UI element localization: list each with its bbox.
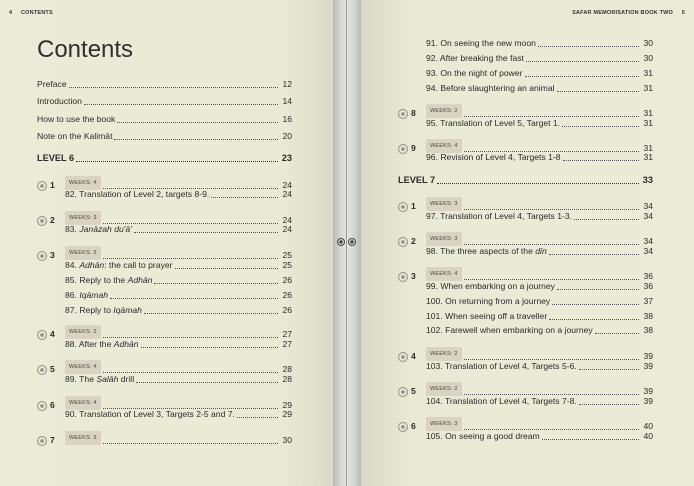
toc-entry-row[interactable] — [37, 114, 292, 125]
entry-title — [426, 431, 540, 442]
target-number-label: 6 — [411, 421, 416, 431]
right-page-number: 5 — [681, 10, 685, 16]
target-number — [398, 201, 426, 212]
toc-entry-row[interactable] — [426, 311, 653, 322]
toc-entry-row[interactable] — [426, 396, 653, 407]
entry-title-part: 88. After the — [65, 339, 114, 349]
dot-leader — [103, 337, 278, 338]
entry-title-part: How to use the book — [37, 114, 116, 124]
left-page-number: 4 — [9, 10, 13, 16]
entry-title — [426, 246, 547, 257]
entry-page-number: 31 — [643, 83, 653, 93]
entry-title — [426, 118, 560, 129]
entry-title-part: 91. On seeing the new moon — [426, 38, 536, 48]
weeks-badge: WEEKS: 3 — [426, 232, 462, 246]
entry-title-part: LEVEL 7 — [398, 175, 436, 185]
weeks-badge: WEEKS: 4 — [65, 360, 101, 374]
entry-title-part: 86. — [65, 290, 80, 300]
entry-page-number: 23 — [281, 153, 292, 163]
toc-entry-row[interactable] — [426, 53, 653, 64]
toc-entry-row[interactable] — [426, 246, 653, 257]
dot-leader — [563, 160, 639, 161]
entry-title — [65, 339, 139, 350]
entry-page-number: 28 — [282, 364, 292, 374]
toc-target-row[interactable] — [398, 417, 653, 432]
entry-title-part: 99. When embarking on a journey — [426, 281, 555, 291]
entry-title-part: 102. Farewell when embarking on a journey — [426, 325, 593, 335]
entry-page-number: 27 — [282, 339, 292, 349]
right-running-header — [572, 10, 685, 16]
toc-entry-row[interactable] — [426, 68, 653, 79]
entry-page-number: 31 — [643, 143, 653, 153]
entry-page-number: 28 — [282, 374, 292, 384]
toc-target-row[interactable] — [398, 104, 653, 119]
target-ring-icon — [398, 202, 408, 212]
entry-title — [65, 189, 209, 200]
target-number — [37, 364, 65, 375]
entry-page-number: 38 — [643, 311, 653, 321]
dot-leader — [154, 283, 278, 284]
target-number — [37, 435, 65, 446]
entry-title — [65, 224, 132, 235]
toc-entry-row[interactable] — [65, 409, 292, 420]
toc-entry-row[interactable] — [426, 281, 653, 292]
target-number-label: 2 — [50, 215, 55, 225]
weeks-badge: WEEKS: 3 — [426, 417, 462, 431]
dot-leader — [144, 313, 278, 314]
entry-title — [37, 79, 67, 90]
dot-leader — [175, 268, 278, 269]
entry-page-number: 36 — [643, 271, 653, 281]
target-number — [37, 250, 65, 261]
entry-title-part: Janāzah du'ā' — [79, 224, 132, 234]
entry-title-part: Adhān — [127, 275, 153, 285]
entry-title — [426, 325, 593, 336]
target-number — [37, 180, 65, 191]
entry-title — [398, 175, 435, 186]
entry-page-number: 24 — [282, 180, 292, 190]
weeks-badge: WEEKS: 3 — [65, 431, 101, 445]
right-running-title: SAFAR MEMORISATION BOOK TWO — [572, 10, 673, 16]
entry-title-part: 96. Revision of Level 4, Targets 1-8 — [426, 152, 561, 162]
dot-leader — [464, 429, 639, 430]
target-number-label: 3 — [411, 271, 416, 281]
entry-title — [426, 38, 536, 49]
target-ring-icon — [398, 422, 408, 432]
entry-title-part: 100. On returning from a journey — [426, 296, 551, 306]
target-number-label: 5 — [50, 364, 55, 374]
weeks-badge: WEEKS: 4 — [65, 176, 101, 190]
toc-entry-row[interactable] — [65, 260, 292, 271]
entry-title-part: Adhān — [113, 339, 139, 349]
target-ring-icon — [37, 330, 47, 340]
toc-entry-row[interactable] — [37, 96, 292, 107]
entry-title-part: drill — [118, 374, 135, 384]
target-ring-icon — [37, 401, 47, 411]
entry-page-number: 37 — [643, 296, 653, 306]
target-number-label: 1 — [50, 180, 55, 190]
dot-leader — [542, 439, 639, 440]
target-number — [398, 351, 426, 362]
toc-entry-row[interactable] — [426, 296, 653, 307]
entry-title-part: Note on the Kalimāt — [37, 131, 113, 141]
entry-title-part: Iqāmah — [113, 305, 142, 315]
dot-leader — [464, 209, 639, 210]
toc-entry-row[interactable] — [65, 339, 292, 350]
weeks-badge: WEEKS: 3 — [426, 197, 462, 211]
entry-page-number: 36 — [643, 281, 653, 291]
weeks-badge: WEEKS: 3 — [65, 246, 101, 260]
entry-title-part: 83. — [65, 224, 80, 234]
target-ring-icon — [398, 387, 408, 397]
dot-leader — [538, 46, 639, 47]
dot-leader — [211, 197, 278, 198]
dot-leader — [579, 404, 639, 405]
weeks-badge: WEEKS: 3 — [65, 211, 101, 225]
entry-page-number: 29 — [282, 400, 292, 410]
entry-page-number: 40 — [643, 431, 653, 441]
target-number — [398, 108, 426, 119]
target-ring-icon — [398, 352, 408, 362]
entry-title-part: 84. — [65, 260, 80, 270]
target-number-label: 4 — [50, 329, 55, 339]
registration-mark-icon — [348, 238, 356, 246]
entry-page-number: 31 — [643, 118, 653, 128]
entry-title-part: 93. On the night of power — [426, 68, 523, 78]
entry-page-number: 31 — [643, 108, 653, 118]
dot-leader — [525, 76, 639, 77]
entry-page-number: 34 — [643, 201, 653, 211]
target-ring-icon — [398, 109, 408, 119]
entry-title-part: 90. Translation of Level 3, Targets 2-5 and 7. — [65, 409, 235, 419]
dot-leader — [134, 232, 278, 233]
dot-leader — [595, 333, 639, 334]
entry-page-number: 30 — [282, 435, 292, 445]
right-page — [361, 0, 694, 486]
dot-leader — [117, 122, 278, 123]
entry-title — [65, 305, 142, 316]
toc-target-row[interactable] — [398, 267, 653, 282]
toc-entry-row[interactable] — [426, 361, 653, 372]
dot-leader — [464, 279, 639, 280]
gutter-line — [346, 0, 347, 486]
entry-page-number: 25 — [282, 260, 292, 270]
entry-title-part: 85. Reply to the — [65, 275, 128, 285]
toc-entry-row[interactable] — [426, 38, 653, 49]
entry-page-number: 39 — [643, 351, 653, 361]
dot-leader — [526, 61, 639, 62]
dot-leader — [557, 289, 639, 290]
weeks-badge: WEEKS: 4 — [426, 139, 462, 153]
target-number — [398, 236, 426, 247]
entry-page-number: 34 — [643, 246, 653, 256]
toc-target-row[interactable] — [398, 232, 653, 247]
toc-entry-row[interactable] — [426, 83, 653, 94]
dot-leader — [574, 219, 639, 220]
target-number-label: 1 — [411, 201, 416, 211]
entry-page-number: 30 — [643, 53, 653, 63]
dot-leader — [84, 104, 278, 105]
entry-title — [426, 396, 577, 407]
toc-entry-row[interactable] — [65, 224, 292, 235]
dot-leader — [562, 126, 639, 127]
entry-title-part: : the call to prayer — [104, 260, 173, 270]
entry-page-number: 39 — [643, 396, 653, 406]
dot-leader — [549, 254, 639, 255]
entry-title-part: 82. Translation of Level 2, targets 8-9. — [65, 189, 210, 199]
toc-entry-row[interactable] — [37, 131, 292, 142]
entry-title — [37, 131, 112, 142]
target-number — [37, 400, 65, 411]
entry-title — [37, 96, 82, 107]
target-number-label: 9 — [411, 143, 416, 153]
entry-page-number: 20 — [282, 131, 292, 141]
entry-page-number: 39 — [643, 386, 653, 396]
weeks-badge: WEEKS: 2 — [65, 325, 101, 339]
toc-entry-row[interactable] — [426, 211, 653, 222]
entry-title-part: 92. After breaking the fast — [426, 53, 524, 63]
entry-title — [426, 296, 550, 307]
dot-leader — [76, 161, 278, 162]
toc-level-row[interactable] — [37, 153, 292, 164]
entry-title — [426, 68, 523, 79]
entry-page-number: 31 — [643, 152, 653, 162]
target-number-label: 3 — [50, 250, 55, 260]
entry-page-number: 27 — [282, 329, 292, 339]
entry-title — [426, 53, 524, 64]
entry-page-number: 25 — [282, 250, 292, 260]
toc-target-row[interactable] — [37, 325, 292, 340]
target-ring-icon — [37, 251, 47, 261]
toc-entry-row[interactable] — [37, 79, 292, 90]
left-running-title: CONTENTS — [21, 10, 53, 16]
toc-target-row[interactable] — [398, 347, 653, 362]
entry-title-part: 104. Translation of Level 4, Targets 7-8. — [426, 396, 577, 406]
entry-title — [65, 409, 235, 420]
target-number — [37, 329, 65, 340]
toc-entry-row[interactable] — [65, 189, 292, 200]
toc-target-row[interactable] — [398, 197, 653, 212]
dot-leader — [464, 394, 639, 395]
target-number-label: 7 — [50, 435, 55, 445]
entry-title — [426, 152, 561, 163]
dot-leader — [464, 359, 639, 360]
target-number-label: 2 — [411, 236, 416, 246]
target-number — [37, 215, 65, 226]
toc-entry-row[interactable] — [426, 431, 653, 442]
target-number-label: 8 — [411, 108, 416, 118]
entry-title-part: 94. Before slaughtering an animal — [426, 83, 555, 93]
dot-leader — [549, 319, 639, 320]
target-number — [398, 386, 426, 397]
entry-page-number: 38 — [643, 325, 653, 335]
entry-title — [426, 361, 577, 372]
target-ring-icon — [37, 365, 47, 375]
target-ring-icon — [398, 272, 408, 282]
dot-leader — [141, 347, 278, 348]
entry-page-number: 39 — [643, 361, 653, 371]
target-number — [398, 421, 426, 432]
entry-page-number: 33 — [642, 175, 653, 185]
entry-title-part: Adhān — [79, 260, 105, 270]
dot-leader — [110, 298, 278, 299]
left-page — [0, 0, 333, 486]
entry-page-number: 26 — [282, 305, 292, 315]
entry-page-number: 16 — [282, 114, 292, 124]
dot-leader — [464, 244, 639, 245]
target-number — [398, 271, 426, 282]
page-title: Contents — [37, 36, 134, 63]
entry-title-part: 105. On seeing a good dream — [426, 431, 540, 441]
toc-entry-row[interactable] — [426, 325, 653, 336]
entry-title — [426, 211, 572, 222]
entry-page-number: 34 — [643, 211, 653, 221]
dot-leader — [103, 258, 278, 259]
dot-leader — [237, 417, 278, 418]
entry-title-part: 98. The three aspects of the — [426, 246, 536, 256]
left-running-header — [9, 10, 53, 16]
entry-title-part: dīn — [535, 246, 547, 256]
toc-entry-row[interactable] — [65, 290, 292, 301]
entry-title — [426, 83, 555, 94]
dot-leader — [464, 116, 639, 117]
entry-title-part: 103. Translation of Level 4, Targets 5-6. — [426, 361, 577, 371]
toc-entry-row[interactable] — [426, 118, 653, 129]
entry-page-number: 14 — [282, 96, 292, 106]
entry-page-number: 34 — [643, 236, 653, 246]
entry-page-number: 24 — [282, 224, 292, 234]
entry-title-part: 89. The — [65, 374, 97, 384]
toc-target-row[interactable] — [37, 246, 292, 261]
target-number-label: 5 — [411, 386, 416, 396]
dot-leader — [437, 183, 639, 184]
entry-page-number: 40 — [643, 421, 653, 431]
entry-page-number: 26 — [282, 290, 292, 300]
entry-page-number: 26 — [282, 275, 292, 285]
dot-leader — [136, 382, 278, 383]
entry-title-part: 97. Translation of Level 4, Targets 1-3. — [426, 211, 573, 221]
entry-page-number: 24 — [282, 189, 292, 199]
entry-title — [65, 290, 108, 301]
entry-title — [426, 281, 555, 292]
entry-title-part: Introduction — [37, 96, 82, 106]
entry-page-number: 30 — [643, 38, 653, 48]
target-number — [398, 143, 426, 154]
toc-target-row[interactable] — [37, 431, 292, 446]
entry-title — [65, 374, 134, 385]
toc-entry-row[interactable] — [65, 374, 292, 385]
toc-entry-row[interactable] — [65, 305, 292, 316]
entry-title — [37, 153, 74, 164]
dot-leader — [114, 139, 278, 140]
entry-title-part: 95. Translation of Level 5, Target 1. — [426, 118, 561, 128]
book-gutter — [333, 0, 361, 486]
dot-leader — [69, 87, 278, 88]
entry-title-part: Ṣalāh — [96, 374, 119, 384]
entry-title — [65, 275, 152, 286]
entry-page-number: 31 — [643, 68, 653, 78]
entry-title-part: 101. When seeing off a traveller — [426, 311, 548, 321]
toc-target-row[interactable] — [37, 360, 292, 375]
entry-title — [426, 311, 547, 322]
dot-leader — [103, 372, 278, 373]
target-ring-icon — [398, 144, 408, 154]
target-ring-icon — [37, 436, 47, 446]
entry-title — [37, 114, 115, 125]
target-ring-icon — [398, 237, 408, 247]
weeks-badge: WEEKS: 2 — [426, 347, 462, 361]
entry-title — [65, 260, 173, 271]
toc-entry-row[interactable] — [426, 152, 653, 163]
weeks-badge: WEEKS: 4 — [426, 267, 462, 281]
toc-target-row[interactable] — [398, 382, 653, 397]
entry-page-number: 12 — [282, 79, 292, 89]
target-number-label: 4 — [411, 351, 416, 361]
toc-entry-row[interactable] — [65, 275, 292, 286]
dot-leader — [552, 304, 639, 305]
dot-leader — [579, 369, 639, 370]
entry-title-part: Preface — [37, 79, 67, 89]
target-number-label: 6 — [50, 400, 55, 410]
target-ring-icon — [37, 216, 47, 226]
entry-title-part: LEVEL 6 — [37, 153, 75, 163]
registration-mark-icon — [337, 238, 345, 246]
entry-title-part: Iqāmah — [79, 290, 109, 300]
entry-page-number: 24 — [282, 215, 292, 225]
weeks-badge: WEEKS: 4 — [65, 396, 101, 410]
dot-leader — [557, 91, 639, 92]
weeks-badge: WEEKS: 2 — [426, 382, 462, 396]
entry-page-number: 29 — [282, 409, 292, 419]
toc-level-row[interactable] — [398, 175, 653, 186]
weeks-badge: WEEKS: 2 — [426, 104, 462, 118]
entry-title-part: 87. Reply to — [65, 305, 114, 315]
dot-leader — [103, 443, 278, 444]
target-ring-icon — [37, 181, 47, 191]
